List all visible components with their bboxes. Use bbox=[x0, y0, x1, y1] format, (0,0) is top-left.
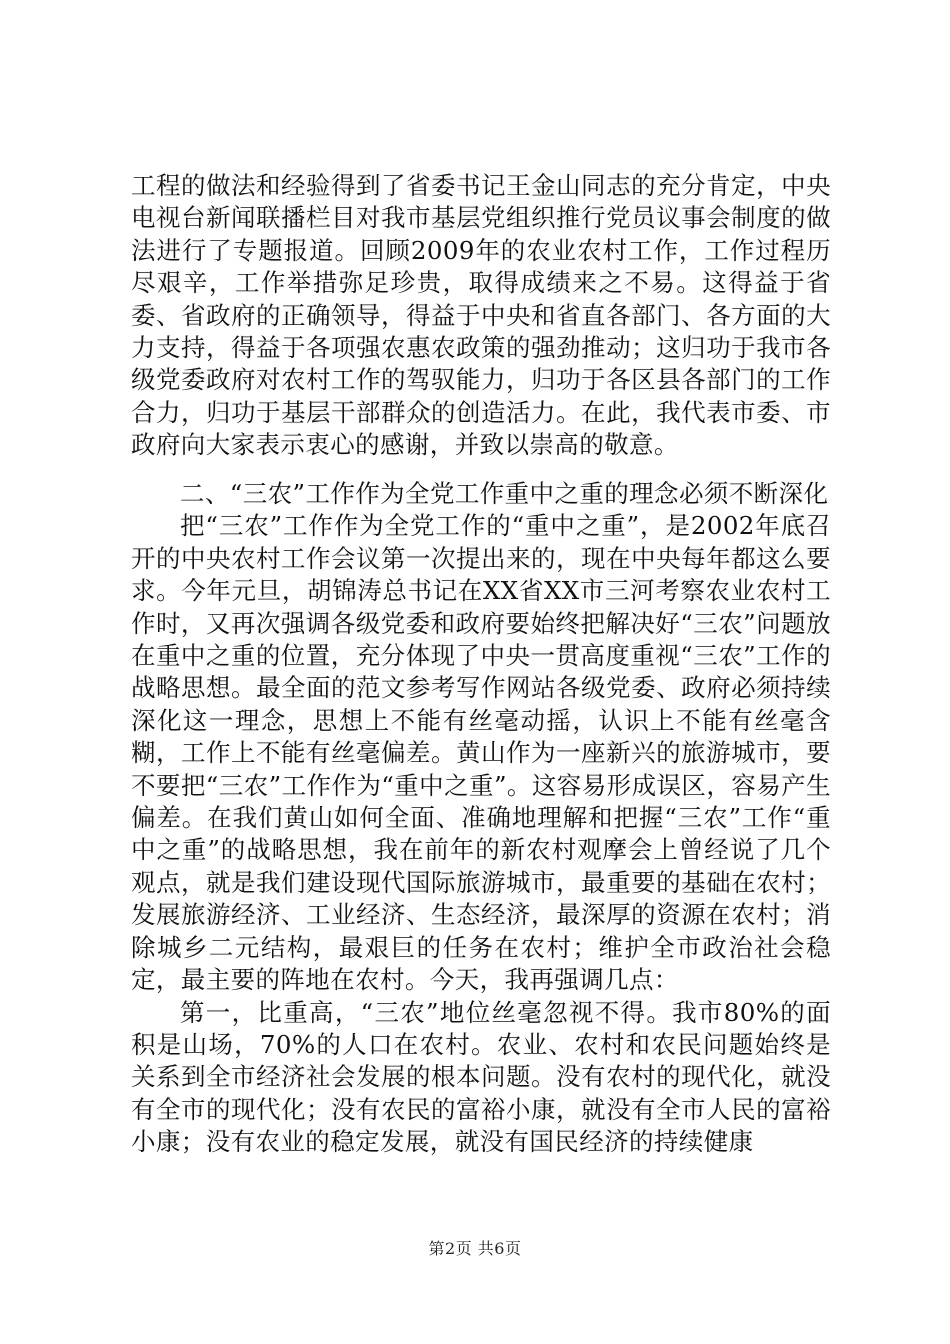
paragraph: 第一，比重高，“三农”地位丝毫忽视不得。我市80%的面积是山场，70%的人口在农村。农业、农村和农民问题始终是关系到全市经济社会发展的根本问题。没有农村的现代化，就没有全市的现代化；没有农民的富裕小康，就没有全市人民的富裕小康；没有农业的稳定发展，就没有国民经济的持续健康 bbox=[131, 997, 831, 1157]
body-text-main bbox=[131, 478, 831, 1159]
continued-paragraph: 工程的做法和经验得到了省委书记王金山同志的充分肯定，中央电视台新闻联播栏目对我市基层党组织推行党员议事会制度的做法进行了专题报道。回顾2009年的农业农村工作，工作过程历尽艰辛，工作举措弥足珍贵，取得成绩来之不易。这得益于省委、省政府的正确领导，得益于中央和省直各部门、各方面的大力支持，得益于各项强农惠农政策的强劲推动；这归功于我市各级党委政府对农村工作的驾驭能力，归功于各区县各部门的工作合力，归功于基层干部群众的创造活力。在此，我代表市委、市政府向大家表示衷心的感谢，并致以崇高的敬意。 bbox=[131, 171, 831, 460]
page-number-footer: 第2页 共6页 bbox=[428, 1239, 522, 1258]
paragraph: 把“三农”工作作为全党工作的“重中之重”，是2002年底召开的中央农村工作会议第一次提出来的，现在中央每年都这么要求。今年元旦，胡锦涛总书记在XX省XX市三河考察农业农村工作时，又再次强调各级党委和政府要始终把解决好“三农”问题放在重中之重的位置，充分体现了中央一贯高度重视“三农”工作的战略思想。最全面的范文参考写作网站各级党委、政府必须持续深化这一理念，思想上不能有丝毫动摇，认识上不能有丝毫含糊，工作上不能有丝毫偏差。黄山作为一座新兴的旅游城市，要不要把“三农”工作作为“重中之重”。这容易形成误区，容易产生偏差。在我们黄山如何全面、准确地理解和把握“三农”工作“重中之重”的战略思想，我在前年的新农村观摩会上曾经说了几个观点，就是我们建设现代国际旅游城市，最重要的基础在农村；发展旅游经济、工业经济、生态经济，最深厚的资源在农村；消除城乡二元结构，最艰巨的任务在农村；维护全市政治社会稳定，最主要的阵地在农村。今天，我再强调几点： bbox=[131, 511, 831, 995]
body-text-top bbox=[131, 170, 831, 462]
section-heading: 二、“三农”工作作为全党工作重中之重的理念必须不断深化 bbox=[180, 479, 829, 508]
